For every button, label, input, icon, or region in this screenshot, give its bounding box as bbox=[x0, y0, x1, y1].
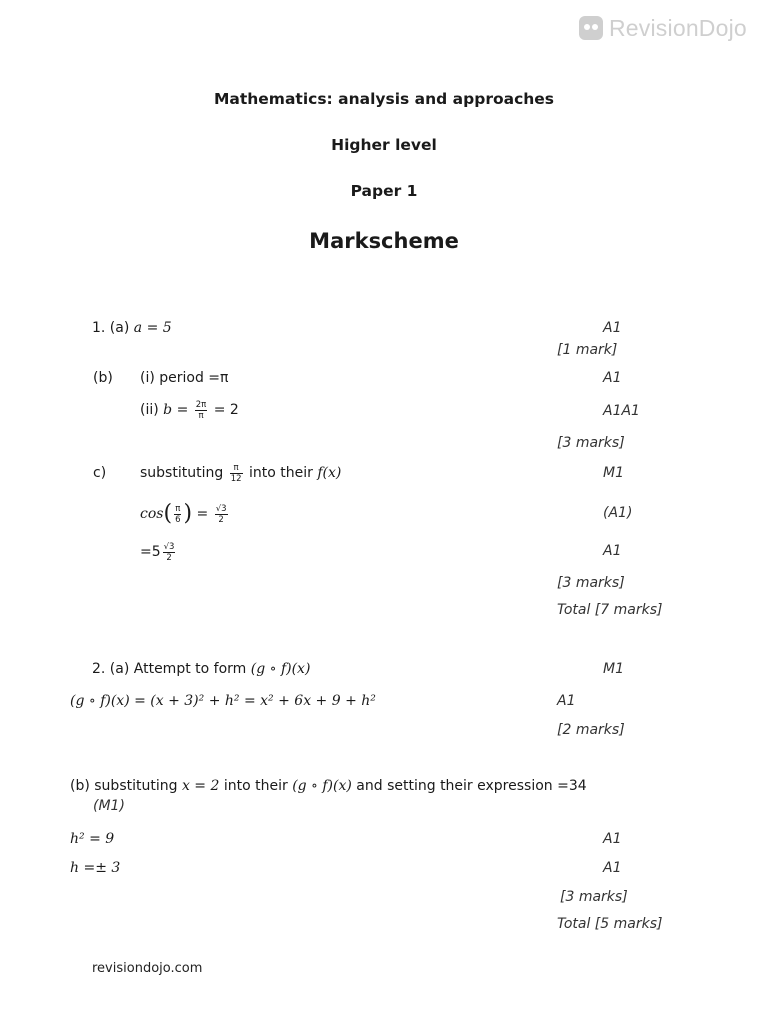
q1b-ii-mark: A1A1 bbox=[603, 403, 640, 419]
q1c-cos-numerator: π bbox=[175, 503, 181, 514]
q1c-answer-fraction bbox=[163, 542, 176, 563]
q1a-total: [1 mark] bbox=[557, 342, 618, 358]
q2b-x: x = 2 bbox=[181, 778, 220, 794]
q1c-mark: M1 bbox=[603, 465, 624, 481]
q1c-root-numerator: √3 bbox=[215, 503, 227, 514]
q2a-mark: M1 bbox=[603, 661, 624, 677]
q1c-cos-denominator: 6 bbox=[175, 514, 181, 525]
q1-total: Total [7 marks] bbox=[557, 602, 663, 618]
q1c-cos: cos bbox=[140, 506, 164, 522]
q1c-label: c) bbox=[93, 465, 107, 481]
q1b-ii-fraction bbox=[195, 400, 208, 421]
brand-name: RevisionDojo bbox=[609, 14, 747, 41]
q1b-ii-lhs: b = bbox=[163, 402, 189, 418]
brand bbox=[579, 14, 747, 42]
left-paren: ( bbox=[163, 501, 173, 526]
q2b-h-value-mark: A1 bbox=[603, 860, 622, 876]
q2a-expr: (g ∘ f)(x) bbox=[250, 661, 311, 677]
q2b-h-squared: h² = 9 bbox=[70, 831, 115, 847]
paper-title: Paper 1 bbox=[350, 182, 418, 200]
right-paren: ) bbox=[183, 501, 193, 526]
q1c-denominator: 12 bbox=[230, 473, 242, 484]
q1c-numerator: π bbox=[230, 463, 243, 474]
q2b-pre: (b) substituting bbox=[70, 778, 178, 794]
footer-site: revisiondojo.com bbox=[92, 961, 203, 976]
revisiondojo-logo-icon bbox=[579, 16, 603, 40]
q1b-label: (b) bbox=[93, 370, 113, 386]
level-title: Higher level bbox=[331, 136, 437, 154]
q2a-working-mark: A1 bbox=[557, 693, 576, 709]
q1c-answer-numerator: √3 bbox=[163, 541, 175, 552]
subject-title: Mathematics: analysis and approaches bbox=[213, 90, 555, 108]
q2a-line bbox=[92, 661, 310, 677]
q1b-i-text: (i) period =π bbox=[140, 370, 229, 386]
q1c-fraction bbox=[230, 463, 243, 484]
q2b-mid: into their bbox=[223, 778, 288, 794]
q1a-expr: a = 5 bbox=[133, 320, 172, 336]
q2b-expr: (g ∘ f)(x) bbox=[292, 778, 352, 794]
q2a-label: 2. (a) Attempt to form bbox=[92, 661, 247, 677]
q1c-cos-line bbox=[140, 499, 230, 529]
q1c-root-fraction bbox=[215, 504, 228, 525]
q2-total: Total [5 marks] bbox=[557, 916, 663, 932]
q1a-line bbox=[92, 320, 172, 336]
q2b-h-squared-mark: A1 bbox=[603, 831, 622, 847]
q1c-cos-mark: (A1) bbox=[603, 505, 633, 521]
q1b-ii-label: (ii) bbox=[140, 402, 159, 418]
q1a-label: 1. (a) bbox=[92, 320, 130, 336]
q2b-post: and setting their expression =34 bbox=[356, 778, 587, 794]
q1b-total: [3 marks] bbox=[557, 435, 625, 451]
q1c-total: [3 marks] bbox=[557, 575, 625, 591]
q1c-line bbox=[140, 460, 341, 486]
q1c-answer-line bbox=[140, 539, 177, 565]
q1c-answer-denominator: 2 bbox=[166, 552, 172, 563]
q1a-mark: A1 bbox=[603, 320, 622, 336]
q1c-text1: substituting bbox=[140, 465, 224, 481]
q1c-answer-mark: A1 bbox=[603, 543, 622, 559]
q1b-ii-numerator: 2π bbox=[195, 399, 207, 410]
q1b-ii-rhs: = 2 bbox=[213, 402, 239, 418]
page-title: Markscheme bbox=[309, 229, 459, 253]
q1c-fx: f(x) bbox=[317, 465, 342, 481]
q1c-text2: into their bbox=[248, 465, 313, 481]
q1c-equals: = bbox=[196, 506, 209, 522]
q2b-total: [3 marks] bbox=[560, 889, 628, 905]
q2b-h-value: h =± 3 bbox=[70, 860, 121, 876]
q1b-ii-line bbox=[140, 397, 239, 423]
q1b-i-mark: A1 bbox=[603, 370, 622, 386]
q2b-mark: (M1) bbox=[93, 798, 125, 814]
q2a-working: (g ∘ f)(x) = (x + 3)² + h² = x² + 6x + 9 + h² bbox=[70, 693, 376, 709]
q2a-total: [2 marks] bbox=[557, 722, 625, 738]
q1b-ii-denominator: π bbox=[198, 410, 204, 421]
q2b-line bbox=[70, 778, 587, 794]
q1c-root-denominator: 2 bbox=[218, 514, 224, 525]
q1c-answer-prefix: =5 bbox=[140, 544, 161, 560]
q1c-cos-fraction bbox=[174, 504, 181, 525]
